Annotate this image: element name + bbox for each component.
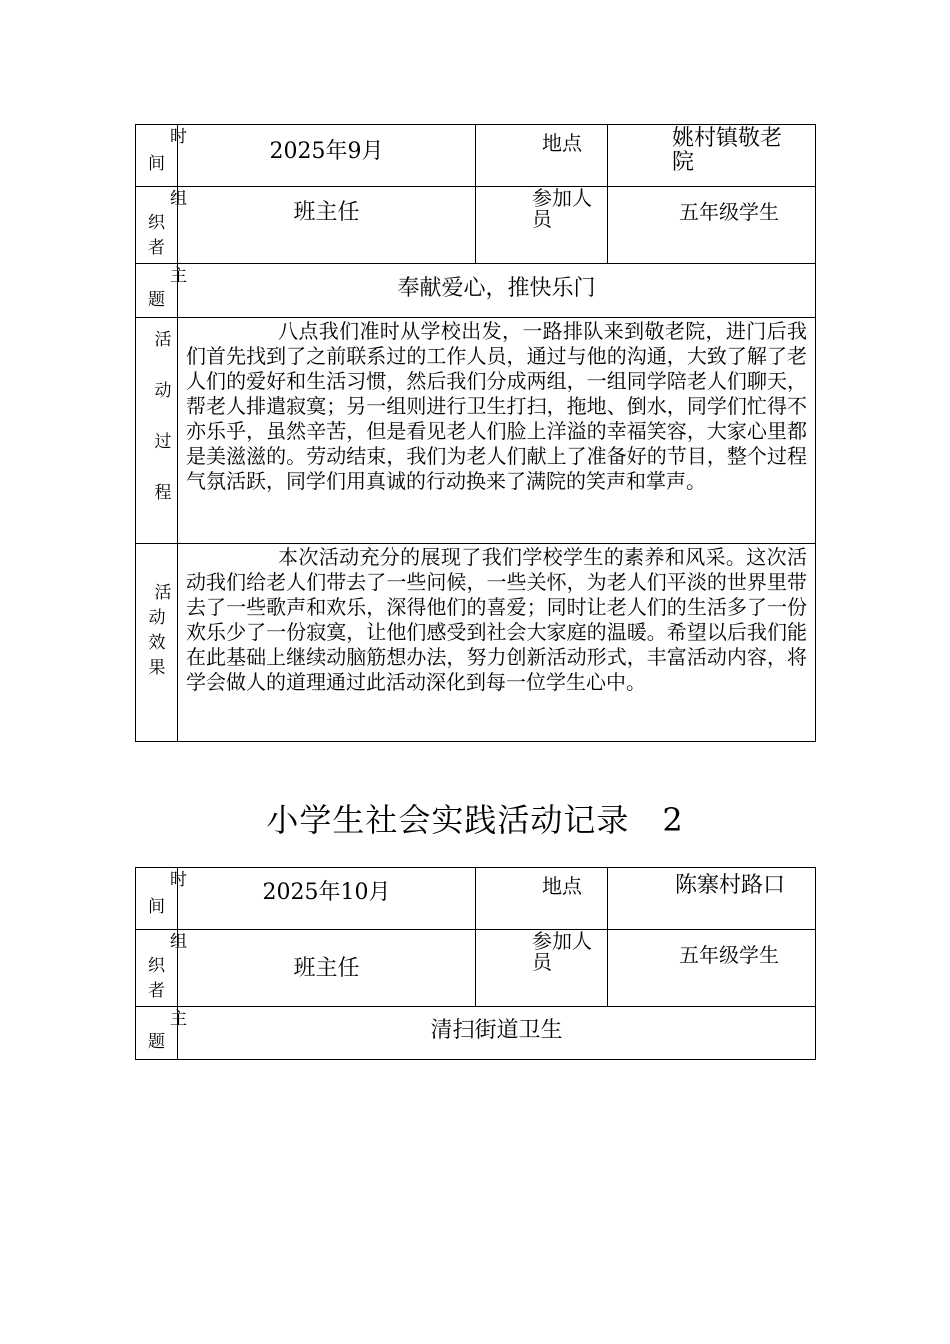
process-label-cell (136, 318, 178, 544)
place-value: 姚村镇敬老院 (672, 126, 783, 175)
organizer-label-char-1: 组 (170, 189, 187, 209)
time-label-cell (136, 868, 187, 930)
time-label-char-1: 时 (170, 127, 187, 147)
organizer-value: 班主任 (293, 200, 360, 225)
time-value: 2025年9月 (269, 139, 384, 164)
effect-label-char-3: 效 (148, 633, 166, 653)
participants-label: 参加人员 (532, 186, 592, 231)
place-value-cell (608, 868, 816, 930)
time-label-char-2: 间 (148, 897, 165, 917)
organizer-label-cell (136, 930, 187, 1007)
organizer-label-char-2: 织 (148, 213, 165, 233)
participants-value-cell (608, 187, 816, 264)
process-row (136, 318, 816, 544)
theme-row (136, 1007, 816, 1060)
effect-text-cell (178, 544, 816, 742)
time-label-cell (136, 125, 187, 187)
theme-label-char-1: 主 (170, 1009, 187, 1029)
organizer-value-cell (178, 187, 476, 264)
time-row (136, 125, 816, 187)
theme-label-cell (136, 1007, 187, 1060)
organizer-row (136, 187, 816, 264)
organizer-label-char-3: 者 (148, 981, 165, 1001)
theme-value: 奉献爱心，推快乐门 (397, 276, 596, 301)
effect-label-char-1: 活 (154, 583, 172, 603)
time-value-cell (178, 868, 476, 930)
organizer-label-cell (136, 187, 187, 264)
place-label-cell (476, 125, 608, 187)
participants-label-cell (476, 187, 608, 264)
process-label-char-3: 过 (154, 432, 172, 452)
time-row (136, 868, 816, 930)
place-label: 地点 (542, 131, 582, 155)
theme-row (136, 264, 816, 318)
theme-label-char-1: 主 (170, 266, 187, 286)
record-2-table (135, 867, 816, 1060)
process-label-char-2: 动 (154, 381, 172, 401)
theme-value: 清扫街道卫生 (430, 1018, 563, 1043)
place-label: 地点 (542, 874, 582, 898)
participants-value-cell (608, 930, 816, 1007)
organizer-label-char-1: 组 (170, 932, 187, 952)
participants-label-cell (476, 930, 608, 1007)
process-label-char-4: 程 (154, 483, 172, 503)
organizer-label-char-2: 织 (148, 956, 165, 976)
theme-label-cell (136, 264, 187, 318)
time-value-cell (178, 125, 476, 187)
theme-value-cell (178, 264, 816, 318)
participants-label: 参加人员 (532, 929, 592, 974)
time-label-char-1: 时 (170, 870, 187, 890)
place-value: 陈寨村路口 (675, 873, 786, 898)
organizer-value-cell (178, 930, 476, 1007)
record-1-table (135, 124, 816, 742)
effect-text: 本次活动充分的展现了我们学校学生的素养和风采。这次活动我们给老人们带去了一些问候，一些关怀，为老人们平淡的世界里带去了一些歌声和欢乐，深得他们的喜爱；同时让老人们的生活多了一份欢乐少了一份寂寞，让他们感受到社会大家庭的温暖。希望以后我们能在此基础上继续动脑筋想办法，努力创新活动形式，丰富活动内容，将学会做人的道理通过此活动深化到每一位学生心中。 (186, 545, 807, 694)
effect-label-char-4: 果 (148, 658, 166, 678)
time-label-char-2: 间 (148, 154, 165, 174)
place-label-cell (476, 868, 608, 930)
theme-label-char-2: 题 (148, 290, 165, 310)
participants-value: 五年级学生 (679, 943, 779, 967)
effect-row (136, 544, 816, 742)
organizer-label-char-3: 者 (148, 238, 165, 258)
effect-label-char-2: 动 (148, 608, 166, 628)
organizer-row (136, 930, 816, 1007)
time-value: 2025年10月 (262, 880, 391, 905)
participants-value: 五年级学生 (679, 200, 779, 224)
theme-value-cell (178, 1007, 816, 1060)
process-text-cell (178, 318, 816, 544)
process-text: 八点我们准时从学校出发，一路排队来到敬老院，进门后我们首先找到了之前联系过的工作人员，通过与他的沟通，大致了解了老人们的爱好和生活习惯，然后我们分成两组，一组同学陪老人们聊天，帮老人排遣寂寞；另一组则进行卫生打扫，拖地、倒水，同学们忙得不亦乐乎，虽然辛苦，但是看见老人们脸上洋溢的幸福笑容，大家心里都是美滋滋的。劳动结束，我们为老人们献上了准备好的节目，整个过程气氛活跃，同学们用真诚的行动换来了满院的笑声和掌声。 (186, 319, 807, 493)
effect-label-cell (136, 544, 178, 742)
place-value-cell (608, 125, 816, 187)
organizer-value: 班主任 (293, 956, 360, 981)
process-label-char-1: 活 (154, 330, 172, 350)
record-2-heading: 小学生社会实践活动记录 2 (266, 801, 684, 839)
theme-label-char-2: 题 (148, 1032, 165, 1052)
